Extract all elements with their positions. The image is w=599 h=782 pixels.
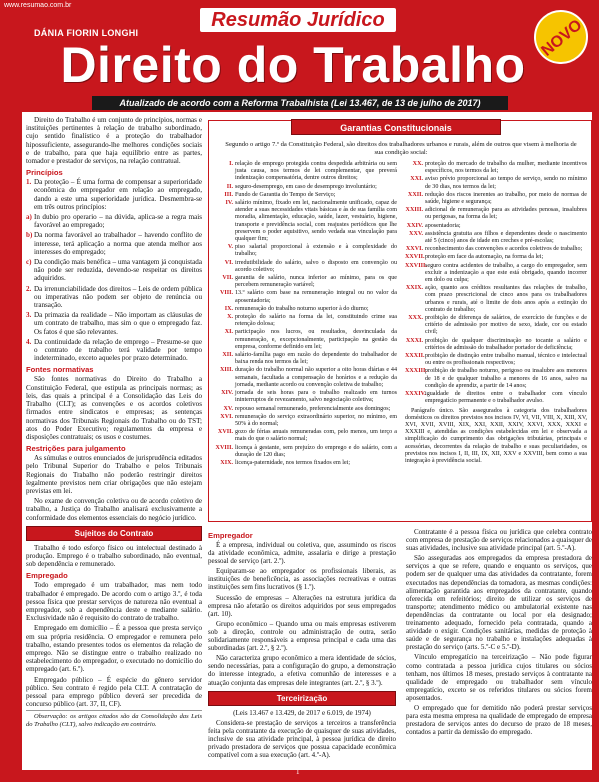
garantia-text: proibição de trabalho noturno, perigoso ou insalubre aos menores de 18 e de qualquer trabalho a menores de 16 anos, salvo na condição de aprendiz, a partir de 14 anos; (425, 368, 587, 389)
list-text: Da continuidade da relação de emprego – Presume-se que o contrato de trabalho terá validade por tempo indeterminado, exceto aqueles por prazo determinado. (34, 337, 202, 363)
garantia-item (215, 414, 397, 428)
list-text: In dubio pro operario – na dúvida, aplica-se a regra mais favorável ao empregado; (34, 213, 202, 230)
column-1 (26, 116, 202, 764)
paragrafo-unico: Parágrafo único. São assegurados à categoria dos trabalhadores domésticos os direitos previstos nos incisos IV, VI, VII, VIII, X, XIII, XV, XVI, XVII, XVIII, XIX, XXI, XXII, XXIV, XXVI, XXX, XXXI e XXXIII e, atendidas as condições estabelecidas em lei e observada a simplificação do cumprimento das obrigações tributárias, principais e acessórias, decorrentes da relação de trabalho e suas peculiaridades, os previstos nos incisos I, II, III, IX, XII, XXV e XXVIII, bem como a sua integração à previdência social. (405, 407, 587, 464)
garantia-text: aviso prévio proporcional ao tempo de serviço, sendo no mínimo de 30 dias, nos termos da lei; (425, 176, 587, 190)
garantia-numeral: XXIV. (406, 222, 423, 229)
section-heading-empregado: Empregado (26, 571, 68, 581)
garantia-item (405, 263, 587, 285)
garantia-numeral: XXII. (407, 191, 423, 198)
garantias-intro: Segundo o artigo 7.º da Constituição Federal, são direitos dos trabalhadores urbanos e rurais, além de outros que visem à melhoria de sua condição social: (225, 141, 577, 156)
garantia-numeral: IV. (225, 200, 233, 207)
section-box-terceirizacao: Terceirização (208, 691, 396, 706)
garantia-numeral: XXVI. (405, 246, 423, 253)
author-name: DÁNIA FIORIN LONGHI (34, 28, 139, 38)
garantia-text: relação de emprego protegida contra despedida arbitrária ou sem justa causa, nos termos de lei complementar, que preverá indenização compensatória, dentre outros direitos; (235, 161, 397, 182)
garantia-text: Fundo de Garantia do Tempo de Serviço; (235, 191, 336, 198)
garantia-numeral: XXIII. (405, 207, 423, 214)
garantia-item (405, 176, 587, 190)
garantia-numeral: XI. (224, 329, 233, 336)
garantia-text: salário mínimo, fixado em lei, nacionalmente unificado, capaz de atender a suas necessidades vitais básicas e às de sua família com moradia, alimentação, educação, saúde, lazer, vestuário, higiene, transporte e previdência social, com reajustes periódicos que lhe preservem o poder aquisitivo, sendo vedada sua vinculação para qualquer fim; (235, 200, 397, 243)
garantia-numeral: XX. (412, 161, 423, 167)
page-title: Direito do Trabalho (60, 37, 526, 93)
garantia-text: proibição de qualquer discriminação no tocante a salário e critérios de admissão do trabalhador portador de deficiência; (425, 337, 587, 351)
garantia-numeral: XVII. (217, 429, 233, 436)
garantia-numeral: V. (227, 244, 233, 251)
list-item (26, 311, 202, 336)
garantia-item (215, 184, 397, 191)
garantia-text: seguro-desemprego, em caso de desemprego involuntário; (235, 183, 377, 190)
garantia-item (215, 314, 397, 328)
garantia-item (405, 161, 587, 175)
garantia-item (215, 244, 397, 258)
footnote: Observação: os artigos citados são da Consolidação das Leis do Trabalho (CLT), salvo indicação em contrário. (26, 710, 202, 728)
garantia-item (215, 406, 397, 413)
list-item (26, 178, 202, 211)
garantia-numeral: XXX. (408, 315, 423, 322)
garantia-item (215, 329, 397, 351)
column-2 (208, 528, 396, 764)
list-number: 2. (26, 284, 32, 293)
garantia-text: irredutibilidade do salário, salvo o disposto em convenção ou acordo coletivo; (235, 259, 397, 273)
list-item (26, 231, 202, 256)
garantia-text: 13.º salário com base na remuneração integral ou no valor da aposentadoria; (235, 290, 397, 304)
garantia-text: proteção em face da automação, na forma da lei; (425, 254, 544, 261)
garantia-text: proibição de diferença de salários, de exercício de funções e de critério de admissão por motivo de sexo, idade, cor ou estado civil; (425, 315, 587, 336)
empregado-paragraph: Empregado em domicílio – É a pessoa que presta serviço em sua própria residência. O empregador e remunera pelo trabalho, estando presentes todos os elementos da relação de emprego. Não se distingue entre o trabalho realizado no estabelecimento do empregador, o executado no domicílio do empregado (art. 6.º). (26, 624, 202, 674)
list-text: Da primazia da realidade – Não importam as cláusulas de um contrato de trabalho, mas sim o que o empregado faz. Os fatos é que são relevantes. (34, 311, 202, 336)
list-number: 4. (26, 337, 32, 346)
garantia-numeral: XII. (222, 352, 233, 359)
garantia-item (215, 460, 397, 467)
empregado-paragraph: Todo empregado é um trabalhador, mas nem todo trabalhador é empregado. De acordo com o artigo 3.º, é toda pessoa física que prestar serviços de natureza não eventual a empregador, sob a dependência deste e mediante salário. Exclusividade não é requisito do contrato de trabalho. (26, 581, 202, 623)
garantia-text: remuneração do serviço extraordinário superior, no mínimo, em 50% à do normal; (235, 413, 397, 427)
section-heading-principios: Princípios (26, 168, 63, 178)
garantia-text: proibição de distinção entre trabalho manual, técnico e intelectual ou entre os profissionais respectivos; (425, 353, 587, 367)
garantias-heading: Garantias Constitucionais (291, 119, 501, 135)
restricoes-paragraph: As súmulas e outros enunciados de jurisprudência editados pelo Tribunal Superior do Trabalho e pelos Tribunais Regionais do Trabalho não poderão restringir direitos legalmente previstos nem criar obrigações que não estejam previstas em lei. (26, 454, 202, 495)
garantia-text: igualdade de direitos entre o trabalhador com vínculo empregatício permanente e o trabalhador avulso. (425, 391, 587, 405)
garantia-item (215, 161, 397, 183)
garantia-item (405, 254, 587, 261)
garantia-text: gozo de férias anuais remuneradas com, pelo menos, um terço a mais do que o salário normal; (235, 429, 397, 443)
list-number: 1. (26, 178, 32, 187)
column-3 (406, 528, 592, 764)
garantia-text: reconhecimento das convenções e acordos coletivos de trabalho; (425, 246, 583, 253)
list-number: b) (26, 231, 33, 240)
garantia-numeral: VI. (224, 259, 233, 266)
garantia-text: jornada de seis horas para o trabalho realizado em turnos ininterruptos de revezamento, salvo negociação coletiva; (235, 390, 397, 404)
garantia-text: redução dos riscos inerentes ao trabalho, por meio de normas de saúde, higiene e segurança; (425, 191, 587, 206)
garantia-item (215, 429, 397, 443)
garantia-text: proteção do salário na forma da lei, constituindo crime sua retenção dolosa; (235, 314, 397, 328)
list-number: c) (26, 258, 32, 267)
garantias-right-list (405, 161, 587, 406)
garantia-numeral: XXI. (410, 176, 423, 183)
contratante-paragraph: Contratante é a pessoa física ou jurídica que celebra contrato com empresa de prestação de serviços relacionados a quaisquer de suas atividades, inclusive sua atividade principal (art. 5.º-A). (406, 528, 592, 553)
list-text: Da condição mais benéfica – uma vantagem já conquistada não pode ser reduzida, devendo-se respeitar os direitos adquiridos. (34, 258, 202, 283)
garantia-item (405, 207, 587, 221)
list-item (26, 338, 202, 363)
garantia-numeral: XIX. (220, 459, 233, 466)
garantia-item (405, 223, 587, 230)
list-number: 3. (26, 311, 32, 320)
garantia-numeral: XXXII. (405, 353, 425, 360)
page-subtitle: Atualizado de acordo com a Reforma Trabalhista (Lei 13.467, de 13 de julho de 2017) (92, 96, 508, 110)
list-text: Da norma favorável ao trabalhador – havendo conflito de interesse, terá aplicação a norma que atenda melhor aos interesses do empregado; (34, 231, 202, 256)
section-heading-empregador: Empregador (208, 531, 253, 540)
garantia-numeral: VIII. (219, 290, 233, 297)
garantia-numeral: XXVII. (405, 254, 425, 261)
left-border (0, 0, 22, 782)
garantia-item (405, 231, 587, 245)
sujeitos-paragraph: Trabalho é todo esforço físico ou intelectual destinado à produção. Emprego é o trabalho subordinado, não eventual, sob dependência e remunerado. (26, 543, 202, 569)
restricoes-paragraph: No exame de convenção coletiva ou de acordo coletivo de trabalho, a Justiça do Trabalho analisará exclusivamente a conformidade dos elementos essenciais do negócio jurídico. (26, 497, 202, 522)
empregador-paragraph: Grupo econômico – Quando uma ou mais empresas estiverem sob a direção, controle ou administração de outra, serão solidariamente responsáveis a empresa principal e cada uma das subordinadas (art. 2.º, § 2.º). (208, 619, 396, 653)
list-number: a) (26, 213, 32, 222)
list-item (26, 258, 202, 283)
garantias-box (208, 120, 592, 522)
list-item (26, 213, 202, 229)
garantia-text: licença-paternidade, nos termos fixados em lei; (235, 459, 351, 466)
garantia-item (215, 200, 397, 243)
content-area (26, 116, 592, 768)
empregador-paragraph: Sucessão de empresas – Alterações na estrutura jurídica da empresa não afetarão os direitos adquiridos por seus empregados (art. 10). (208, 593, 396, 618)
contratante-paragraph: O empregado que for demitido não poderá prestar serviços para esta mesma empresa na qualidade de empregado de empresa prestadora de serviços antes do decurso de prazo de 18 meses, contados a partir da demissão do empregado. (406, 703, 592, 737)
garantia-text: salário-família pago em razão do dependente do trabalhador de baixa renda nos termos da lei; (235, 352, 397, 366)
garantia-item (215, 445, 397, 459)
garantia-text: adicional de remuneração para as atividades penosas, insalubres ou perigosas, na forma da lei; (425, 207, 587, 221)
principios-list (26, 178, 202, 362)
empregador-paragraph: É a empresa, individual ou coletiva, que, assumindo os riscos da atividade econômica, admite, assalaria e dirige a prestação pessoal de serviço (art. 2.º). (208, 541, 396, 566)
fontes-paragraph: São fontes normativas do Direito do Trabalho a Constituição Federal, que estipula as principais normas; as leis, das quais a principal é a Consolidação das Leis do Trabalho (CLT); as convenções e os acordos coletivos firmados entre sindicatos e empresas; as sentenças normativas dos Tribunais Regionais do Trabalho ou do TST; atos do Poder Executivo; regulamentos da empresa e disposições contratuais; os usos e costumes. (26, 375, 202, 441)
list-text: Da proteção – É uma forma de compensar a superioridade econômica do empregador em relação ao empregado, dando a este uma superioridade jurídica. Desmembra-se em três outros princípios: (34, 178, 202, 211)
garantia-numeral: XXXIV. (405, 391, 426, 398)
terceirizacao-reference: (Leis 13.467 e 13.429, de 2017 e 6.019, de 1974) (233, 708, 371, 717)
garantia-text: duração do trabalho normal não superior a oito horas diárias e 44 semanais, facultada a compensação de horários e a redução da jornada, mediante acordo ou convenção coletiva de trabalho; (235, 367, 397, 388)
terceirizacao-paragraph: Considera-se prestação de serviços a terceiros a transferência feita pela contratante da execução de quaisquer de suas atividades, inclusive de sua atividade principal, à pessoa jurídica de direito privado prestadora de serviços que possua capacidade econômica compatível com a sua execução (art. 4.º-A). (208, 718, 396, 760)
list-item (26, 285, 202, 310)
garantia-item (215, 192, 397, 199)
site-url: www.resumao.com.br (4, 2, 72, 9)
garantia-item (405, 285, 587, 314)
garantia-text: piso salarial proporcional à extensão e à complexidade do trabalho; (235, 244, 397, 258)
empregador-paragraph: Equiparam-se ao empregador os profissionais liberais, as instituições de beneficência, as associações recreativas e outras instituições sem fins lucrativos (§ 1.º). (208, 567, 396, 592)
garantia-item (215, 390, 397, 404)
garantia-text: participação nos lucros, ou resultados, desvinculada da remuneração, e, excepcionalmente, participação na gestão da empresa, conforme definido em lei; (235, 329, 397, 350)
garantia-numeral: XXXI. (405, 337, 423, 344)
garantia-text: remuneração do trabalho noturno superior à do diurno; (235, 305, 369, 312)
garantia-numeral: XXXIII. (405, 368, 427, 375)
garantia-numeral: XXIX. (405, 285, 423, 292)
garantia-item (215, 367, 397, 389)
garantia-text: garantia de salário, nunca inferior ao mínimo, para os que percebem remuneração variável; (235, 275, 397, 289)
garantia-text: aposentadoria; (425, 222, 461, 229)
garantia-item (405, 192, 587, 206)
section-box-sujeitos: Sujeitos do Contrato (26, 526, 202, 541)
list-text: Da irrenunciabilidade dos direitos – Leis de ordem pública ou imperativas não podem ser objeto de renúncia ou transação. (34, 284, 202, 310)
novo-badge: NOVO (523, 0, 599, 75)
garantia-item (215, 306, 397, 313)
empregado-paragraph: Empregado público – É espécie do gênero servidor público. Seu contrato é regido pela CLT. A contratação de pessoal para emprego público deverá ser precedida de concurso público (art. 37, II, CF). (26, 675, 202, 709)
garantia-item (215, 275, 397, 289)
garantia-numeral: XXV. (409, 230, 423, 237)
garantia-numeral: XV. (223, 405, 233, 412)
garantia-text: proteção do mercado de trabalho da mulher, mediante incentivos específicos, nos termos da lei; (425, 161, 587, 175)
garantia-numeral: I. (229, 161, 233, 167)
empregador-paragraph: Não caracteriza grupo econômico a mera identidade de sócios, sendo necessárias, para a configuração do grupo, a demonstração do interesse integrado, a efetiva comunhão de interesses e a atuação conjunta das empresas dele integrantes (art. 2.º, § 3.º). (208, 654, 396, 687)
garantias-column-right (405, 161, 587, 465)
garantia-numeral: XVI. (220, 413, 233, 420)
garantia-numeral: XIV. (221, 390, 233, 397)
garantia-text: licença à gestante, sem prejuízo do emprego e do salário, com a duração de 120 dias; (235, 444, 397, 458)
garantia-item (405, 315, 587, 337)
garantia-text: repouso semanal remunerado, preferencialmente aos domingos; (235, 405, 391, 412)
garantia-item (405, 353, 587, 367)
garantia-item (405, 246, 587, 253)
contratante-paragraph: São asseguradas aos empregados da empresa prestadora de serviços a que se refere, quando e enquanto os serviços, que podem ser de qualquer uma das atividades da contratante, forem executados nas dependências da tomadora, as mesmas condições: alimentação garantida aos empregados da contratante, quando oferecida em refeitórios; direito de utilizar os serviços de transporte; atendimento médico ou ambulatorial existente nas dependências da contratante ou local por ela designado; treinamento adequado, fornecido pela contratada, quando a atividade o exigir. Condições sanitárias, medidas de proteção à saúde e de segurança no trabalho e instalações adequadas à prestação do serviço (arts. 5.º-C e 5.º-D). (406, 554, 592, 652)
intro-paragraph: Direito do Trabalho é um conjunto de princípios, normas e instituições pertinentes à relação de trabalho subordinado, cujo sentido finalístico é a proteção do trabalhador hipossuficiente, assegurando-lhe melhores condições sociais e de trabalho, para que haja equilíbrio entre as partes, tomador e prestador de serviços, na relação contratual. (26, 116, 202, 166)
garantia-numeral: II. (226, 183, 233, 190)
garantia-item (405, 338, 587, 352)
contratante-paragraph: Vínculo empregatício na terceirização – Não pode figurar como contratada a pessoa jurídica cujos titulares ou sócios tenham, nos últimos 18 meses, prestado serviços à contratante na qualidade de empregado ou trabalhador sem vínculo empregatício, exceto se os referidos titulares ou sócios forem aposentados. (406, 653, 592, 702)
garantia-item (215, 352, 397, 366)
garantia-numeral: XIII. (219, 367, 233, 374)
garantia-numeral: VII. (222, 275, 233, 282)
garantia-item (215, 290, 397, 304)
garantia-item (215, 260, 397, 274)
garantia-item (405, 368, 587, 390)
garantia-numeral: XVIII. (215, 444, 233, 451)
garantia-numeral: X. (227, 314, 233, 321)
garantia-text: assistência gratuita aos filhos e dependentes desde o nascimento até 5 (cinco) anos de idade em creches e pré-escolas; (425, 230, 587, 245)
garantia-item (405, 391, 587, 405)
right-border (592, 0, 599, 782)
garantia-numeral: IX. (224, 305, 233, 312)
garantia-numeral: XXVIII. (405, 262, 427, 269)
section-heading-fontes: Fontes normativas (26, 365, 94, 375)
brand-logo: Resumão Jurídico (200, 8, 396, 32)
garantia-text: seguro contra acidentes de trabalho, a cargo do empregador, sem excluir a indenização a que este está obrigado, quando incorrer em dolo ou culpa; (425, 262, 587, 284)
garantia-text: ação, quanto aos créditos resultantes das relações de trabalho, com prazo prescricional de cinco anos para os trabalhadores urbanos e rurais, até o limite de dois anos após a extinção do contrato de trabalho; (425, 285, 587, 313)
section-heading-restricoes: Restrições para julgamento (26, 444, 126, 454)
garantia-numeral: III. (224, 191, 233, 198)
page-number: 1 (296, 768, 300, 776)
garantias-column-left (215, 161, 397, 468)
